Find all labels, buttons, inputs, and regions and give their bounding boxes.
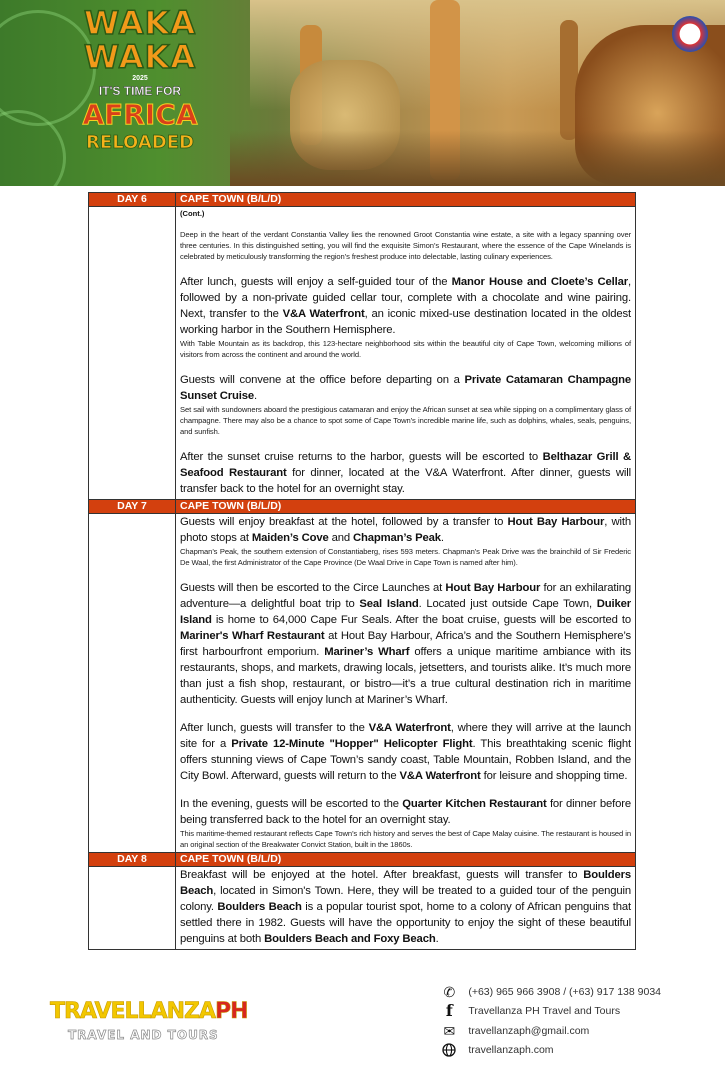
highlight-text: Boulders Beach	[217, 901, 302, 913]
day-header-row	[89, 500, 636, 514]
waka-waka-logo	[50, 6, 230, 155]
paragraph-text: for an exhilarating adventure—a delightful boat trip to	[180, 582, 631, 610]
highlight-text: Chapman’s Peak	[352, 532, 441, 544]
paragraph-text: .	[440, 532, 444, 544]
paragraph-text: Set sail with sundowners aboard the prestigious catamaran and enjoy the African sunset at sea while sipping on a complimentary glass of champagne. There may also be a chance to spot some of Cape Town’s incredible marine life, such as dolphins, whales, seals, penguins, and sunfish.	[180, 405, 631, 436]
spacer	[180, 262, 631, 274]
paragraph-text: Breakfast will be enjoyed at the hotel. After breakfast, guests will transfer to	[180, 869, 584, 881]
highlight-text: Manor House and Cloete’s Cellar	[451, 276, 628, 288]
paragraph-text: After lunch, guests will enjoy a self-guided tour of the	[180, 276, 452, 288]
day-title: CAPE TOWN (B/L/D)	[176, 500, 636, 514]
day-title: CAPE TOWN (B/L/D)	[176, 853, 636, 867]
paragraph-text: Guests will then be escorted to the Circe Launches at	[180, 582, 446, 594]
highlight-text: Boulders Beach	[180, 869, 631, 897]
banner-ground	[230, 130, 725, 186]
itinerary-paragraph	[180, 449, 631, 497]
paragraph-text: for leisure and shopping time.	[480, 770, 628, 782]
day-header-row	[89, 193, 636, 207]
itinerary-paragraph	[180, 274, 631, 338]
day-empty-cell	[89, 207, 176, 500]
day-description	[176, 514, 636, 853]
itinerary-note	[180, 828, 631, 850]
day-title: CAPE TOWN (B/L/D)	[176, 193, 636, 207]
paragraph-text: , with photo stops at	[180, 516, 632, 544]
paragraph-text: and	[328, 532, 353, 544]
contact-facebook[interactable]	[440, 1002, 661, 1022]
spacer	[180, 784, 631, 796]
highlight-text: Private 12-Minute "Hopper" Helicopter Flight	[231, 738, 473, 750]
paragraph-text: is a popular tourist spot, home to a colony of African penguins that settled there in 1982. Guests will have the opportunity to enjoy the sight of these beautiful penguins at both	[180, 901, 631, 945]
highlight-text: Quarter Kitchen Restaurant	[402, 798, 547, 810]
paragraph-text: , followed by a non-private guided cellar tour, complete with a chocolate and wine pairing. Next, transfer to the	[180, 276, 631, 320]
mail-icon: ✉	[443, 1022, 456, 1039]
facebook-icon: f	[445, 1003, 453, 1020]
paragraph-text: , an iconic mixed-use destination located in the oldest working harbor in the Southern Hemisphere.	[180, 308, 631, 336]
paragraph-text: for dinner before being transferred back to the hotel for an overnight stay.	[180, 798, 631, 826]
spacer	[180, 568, 631, 580]
paragraph-text: , located in Simon's Town. Here, they will be treated to a guided tour of the penguin colony.	[180, 885, 631, 913]
footer	[0, 982, 725, 1070]
logo-year: 2025	[132, 75, 148, 82]
paragraph-text: After lunch, guests will transfer to the	[180, 722, 369, 734]
itinerary-note	[180, 546, 631, 568]
highlight-text: Boulders Beach and Foxy Beach	[264, 933, 436, 945]
highlight-text: Belthazar Grill & Seafood Restaurant	[180, 451, 631, 479]
day-description	[176, 207, 636, 500]
logo-tagline: IT'S TIME FOR	[98, 84, 182, 98]
highlight-text: Mariner's Wharf Restaurant	[180, 630, 325, 642]
itinerary-paragraph	[180, 514, 631, 546]
highlight-text: V&A Waterfront	[399, 770, 481, 782]
highlight-text: Hout Bay Harbour	[445, 582, 541, 594]
paragraph-text: This maritime-themed restaurant reflects Cape Town’s rich history and serves the best of Cape Malay cuisine. The restaurant is housed in an original section of the Breakwater Convict Station, built in the 1860s.	[180, 829, 631, 849]
itinerary-paragraph	[180, 796, 631, 828]
highlight-text: Hout Bay Harbour	[507, 516, 605, 528]
itinerary-paragraph	[180, 720, 631, 784]
paragraph-text: . Located just outside Cape Town,	[418, 598, 597, 610]
day-label: DAY 6	[89, 193, 176, 207]
facebook-text[interactable]: Travellanza PH Travel and Tours	[468, 1005, 621, 1018]
spacer	[180, 360, 631, 372]
highlight-text: Mariner’s Wharf	[324, 646, 410, 658]
brand-tagline: TRAVEL AND TOURS	[68, 1028, 219, 1042]
paragraph-text: Chapman’s Peak, the southern extension of Constantiaberg, rises 593 meters. Chapman’s Peak Drive was the brainchild of Sir Frederic De Waal, the first Administrator of the Cape Province (De Waal Drive in Cape Town is named after him).	[180, 547, 631, 567]
page-body	[0, 186, 725, 1070]
highlight-text: Duiker Island	[180, 598, 631, 626]
paragraph-text: With Table Mountain as its backdrop, this 123-hectare neighborhood sits within the beautiful city of Cape Town, welcoming millions of visitors from across the continent and around the world.	[180, 339, 631, 359]
contact-info	[440, 982, 661, 1060]
itinerary-paragraph	[180, 867, 631, 947]
day-empty-cell	[89, 867, 176, 950]
logo-africa: AFRICA	[82, 98, 198, 131]
day-description	[176, 867, 636, 950]
paragraph-text: is home to 64,000 Cape Fur Seals. After the boat cruise, guests will be escorted to	[211, 614, 631, 626]
logo-reloaded: RELOADED	[86, 132, 194, 153]
spacer	[180, 708, 631, 720]
day-content-row	[89, 514, 636, 853]
day-header-row	[89, 853, 636, 867]
logo-text: WAKA	[83, 38, 197, 76]
paragraph-text: . This breathtaking scenic flight offers stunning views of Cape Town’s sandy coast, Table Mountain, Robben Island, and the City Bowl. Afterward, guests will return to the	[180, 738, 632, 782]
paragraph-text: Guests will convene at the office before departing on a	[180, 374, 465, 386]
highlight-text: Seal Island	[359, 598, 419, 610]
paragraph-text: After the sunset cruise returns to the harbor, guests will be escorted to	[180, 451, 543, 463]
brand-suffix: PH	[215, 999, 248, 1024]
phone-icon: ✆	[443, 983, 456, 1000]
day-content-row	[89, 207, 636, 500]
contact-website[interactable]	[440, 1041, 661, 1061]
day-empty-cell	[89, 514, 176, 853]
travellanza-logo	[50, 999, 250, 1043]
continued-label: (Cont.)	[180, 209, 205, 218]
header-banner	[0, 0, 725, 186]
highlight-text: Private Catamaran Champagne Sunset Cruise	[180, 374, 631, 402]
phone-text: (+63) 965 966 3908 / (+63) 917 138 9034	[468, 985, 661, 998]
paragraph-text: In the evening, guests will be escorted to the	[180, 798, 403, 810]
email-text[interactable]: travellanzaph@gmail.com	[468, 1024, 590, 1037]
website-text[interactable]: travellanzaph.com	[468, 1044, 554, 1057]
itinerary-paragraph	[180, 372, 631, 404]
highlight-text: Maiden’s Cove	[251, 532, 329, 544]
badge-logo	[672, 16, 708, 52]
day-label: DAY 8	[89, 853, 176, 867]
paragraph-text: Guests will enjoy breakfast at the hotel, followed by a transfer to	[180, 516, 508, 528]
paragraph-text: for dinner, located at the V&A Waterfront. After dinner, guests will transfer back to the hotel for an overnight stay.	[180, 467, 632, 495]
highlight-text: V&A Waterfront	[368, 722, 451, 734]
globe-icon	[440, 1042, 458, 1058]
day-content-row	[89, 867, 636, 950]
itinerary-paragraph	[180, 580, 631, 708]
highlight-text: V&A Waterfront	[282, 308, 365, 320]
day-label: DAY 7	[89, 500, 176, 514]
itinerary-note	[180, 338, 631, 360]
paragraph-text: Deep in the heart of the verdant Constantia Valley lies the renowned Groot Constantia wine estate, a site with a legacy spanning over three centuries. In this distinguished setting, you will find the exquisite Simon’s Restaurant, where the essence of the Cape Winelands is celebrated by meticulously transforming the region’s freshest produce into delectable, lasting culinary experiences.	[180, 230, 631, 261]
paragraph-text: offers a unique maritime ambiance with its restaurants, shops, and markets, drawing locals, jetsetters, and tourists alike. It’s much more than just a fish shop, restaurant, or bistro—it’s a true cultural destination rich in maritime authenticity. Guests will enjoy lunch at Mariner’s Wharf.	[180, 646, 632, 706]
contact-phone	[440, 982, 661, 1002]
itinerary-note	[180, 229, 631, 262]
brand-name: TRAVELLANZA	[50, 999, 215, 1024]
paragraph-text: .	[254, 390, 258, 402]
paragraph-text: at Hout Bay Harbour, Africa’s and the Southern Hemisphere’s first harbourfront emporium.	[180, 630, 631, 658]
spacer	[180, 437, 631, 449]
paragraph-text: .	[435, 933, 439, 945]
paragraph-text: , where they will arrive at the launch site for a	[180, 722, 631, 750]
logo-text: WAKA	[83, 4, 197, 42]
itinerary-table	[88, 192, 636, 950]
itinerary-note	[180, 404, 631, 437]
